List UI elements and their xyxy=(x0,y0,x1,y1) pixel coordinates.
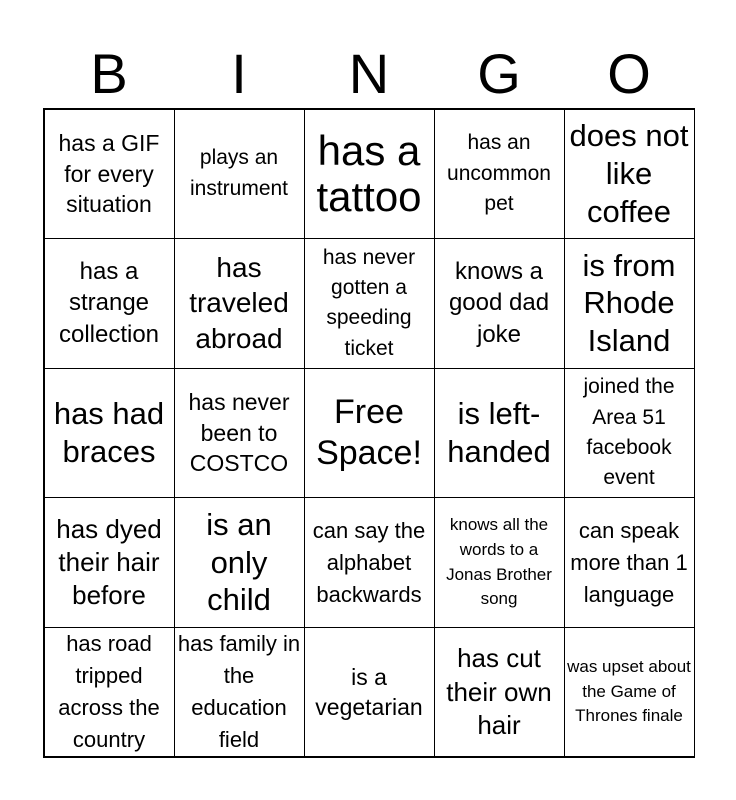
bingo-cell-text: has an uncommon pet xyxy=(447,131,551,216)
bingo-cell-r3c1[interactable] xyxy=(44,368,175,499)
bingo-cell-text: Free Space! xyxy=(316,392,422,472)
bingo-cell-text: has never been to COSTCO xyxy=(188,389,290,477)
bingo-cell-r2c1[interactable] xyxy=(44,238,175,369)
bingo-cell-r4c1[interactable] xyxy=(44,497,175,628)
bingo-cell-text: can speak more than 1 language xyxy=(570,517,688,607)
bingo-cell-text: does not like coffee xyxy=(569,118,689,229)
bingo-cell-text: plays an instrument xyxy=(189,146,289,200)
bingo-cell-r1c5[interactable] xyxy=(564,109,695,240)
bingo-cell-text: has traveled abroad xyxy=(189,251,289,355)
bingo-cell-r2c3[interactable] xyxy=(304,238,435,369)
bingo-cell-r3c4[interactable] xyxy=(434,368,565,499)
bingo-cell-r2c2[interactable] xyxy=(174,238,305,369)
bingo-cell-text: has a GIF for every situation xyxy=(58,129,160,218)
bingo-cell-text: is left-handed xyxy=(447,396,551,469)
bingo-cell-text: knows a good dad joke xyxy=(448,257,550,349)
bingo-cell-text: has a strange collection xyxy=(58,257,160,349)
bingo-cell-r5c5[interactable] xyxy=(564,627,695,758)
bingo-cell-r3c5[interactable] xyxy=(564,368,695,499)
bingo-cell-r4c3[interactable] xyxy=(304,497,435,628)
bingo-cell-r3c3[interactable] xyxy=(304,368,435,499)
bingo-cell-text: is a vegetarian xyxy=(315,663,423,721)
bingo-cell-text: knows all the words to a Jonas Brother song xyxy=(446,515,552,609)
bingo-cell-text: is an only child xyxy=(206,506,272,618)
header-letter-i: I xyxy=(231,42,247,105)
header-letter-n: N xyxy=(348,42,390,105)
bingo-cell-r4c2[interactable] xyxy=(174,497,305,628)
bingo-cell-r5c4[interactable] xyxy=(434,627,565,758)
bingo-cell-text: is from Rhode Island xyxy=(582,247,676,359)
bingo-cell-text: has cut their own hair xyxy=(446,643,552,740)
bingo-cell-r5c1[interactable] xyxy=(44,627,175,758)
bingo-header xyxy=(44,40,694,108)
bingo-cell-r1c4[interactable] xyxy=(434,109,565,240)
header-letter-b: B xyxy=(90,42,128,105)
bingo-cell-r5c2[interactable] xyxy=(174,627,305,758)
bingo-cell-text: was upset about the Game of Thrones finale xyxy=(567,657,691,726)
bingo-cell-r1c2[interactable] xyxy=(174,109,305,240)
bingo-cell-text: has road tripped across the country xyxy=(58,631,160,753)
bingo-cell-text: has had braces xyxy=(53,396,165,469)
bingo-cell-r4c5[interactable] xyxy=(564,497,695,628)
bingo-cell-text: has a tattoo xyxy=(316,126,422,220)
bingo-cell-text: has dyed their hair before xyxy=(56,513,162,611)
bingo-cell-r5c3[interactable] xyxy=(304,627,435,758)
bingo-cell-text: has never gotten a speeding ticket xyxy=(322,245,416,360)
bingo-cell-r2c4[interactable] xyxy=(434,238,565,369)
bingo-cell-text: joined the Area 51 facebook event xyxy=(583,375,675,490)
bingo-cell-r1c1[interactable] xyxy=(44,109,175,240)
bingo-cell-r1c3[interactable] xyxy=(304,109,435,240)
bingo-board xyxy=(43,108,695,758)
bingo-cell-r4c4[interactable] xyxy=(434,497,565,628)
bingo-cell-r2c5[interactable] xyxy=(564,238,695,369)
header-letter-g: G xyxy=(477,42,521,105)
bingo-cell-text: can say the alphabet backwards xyxy=(312,517,426,607)
bingo-cell-text: has family in the education field xyxy=(177,631,301,753)
bingo-cell-r3c2[interactable] xyxy=(174,368,305,499)
header-letter-o: O xyxy=(607,42,651,105)
